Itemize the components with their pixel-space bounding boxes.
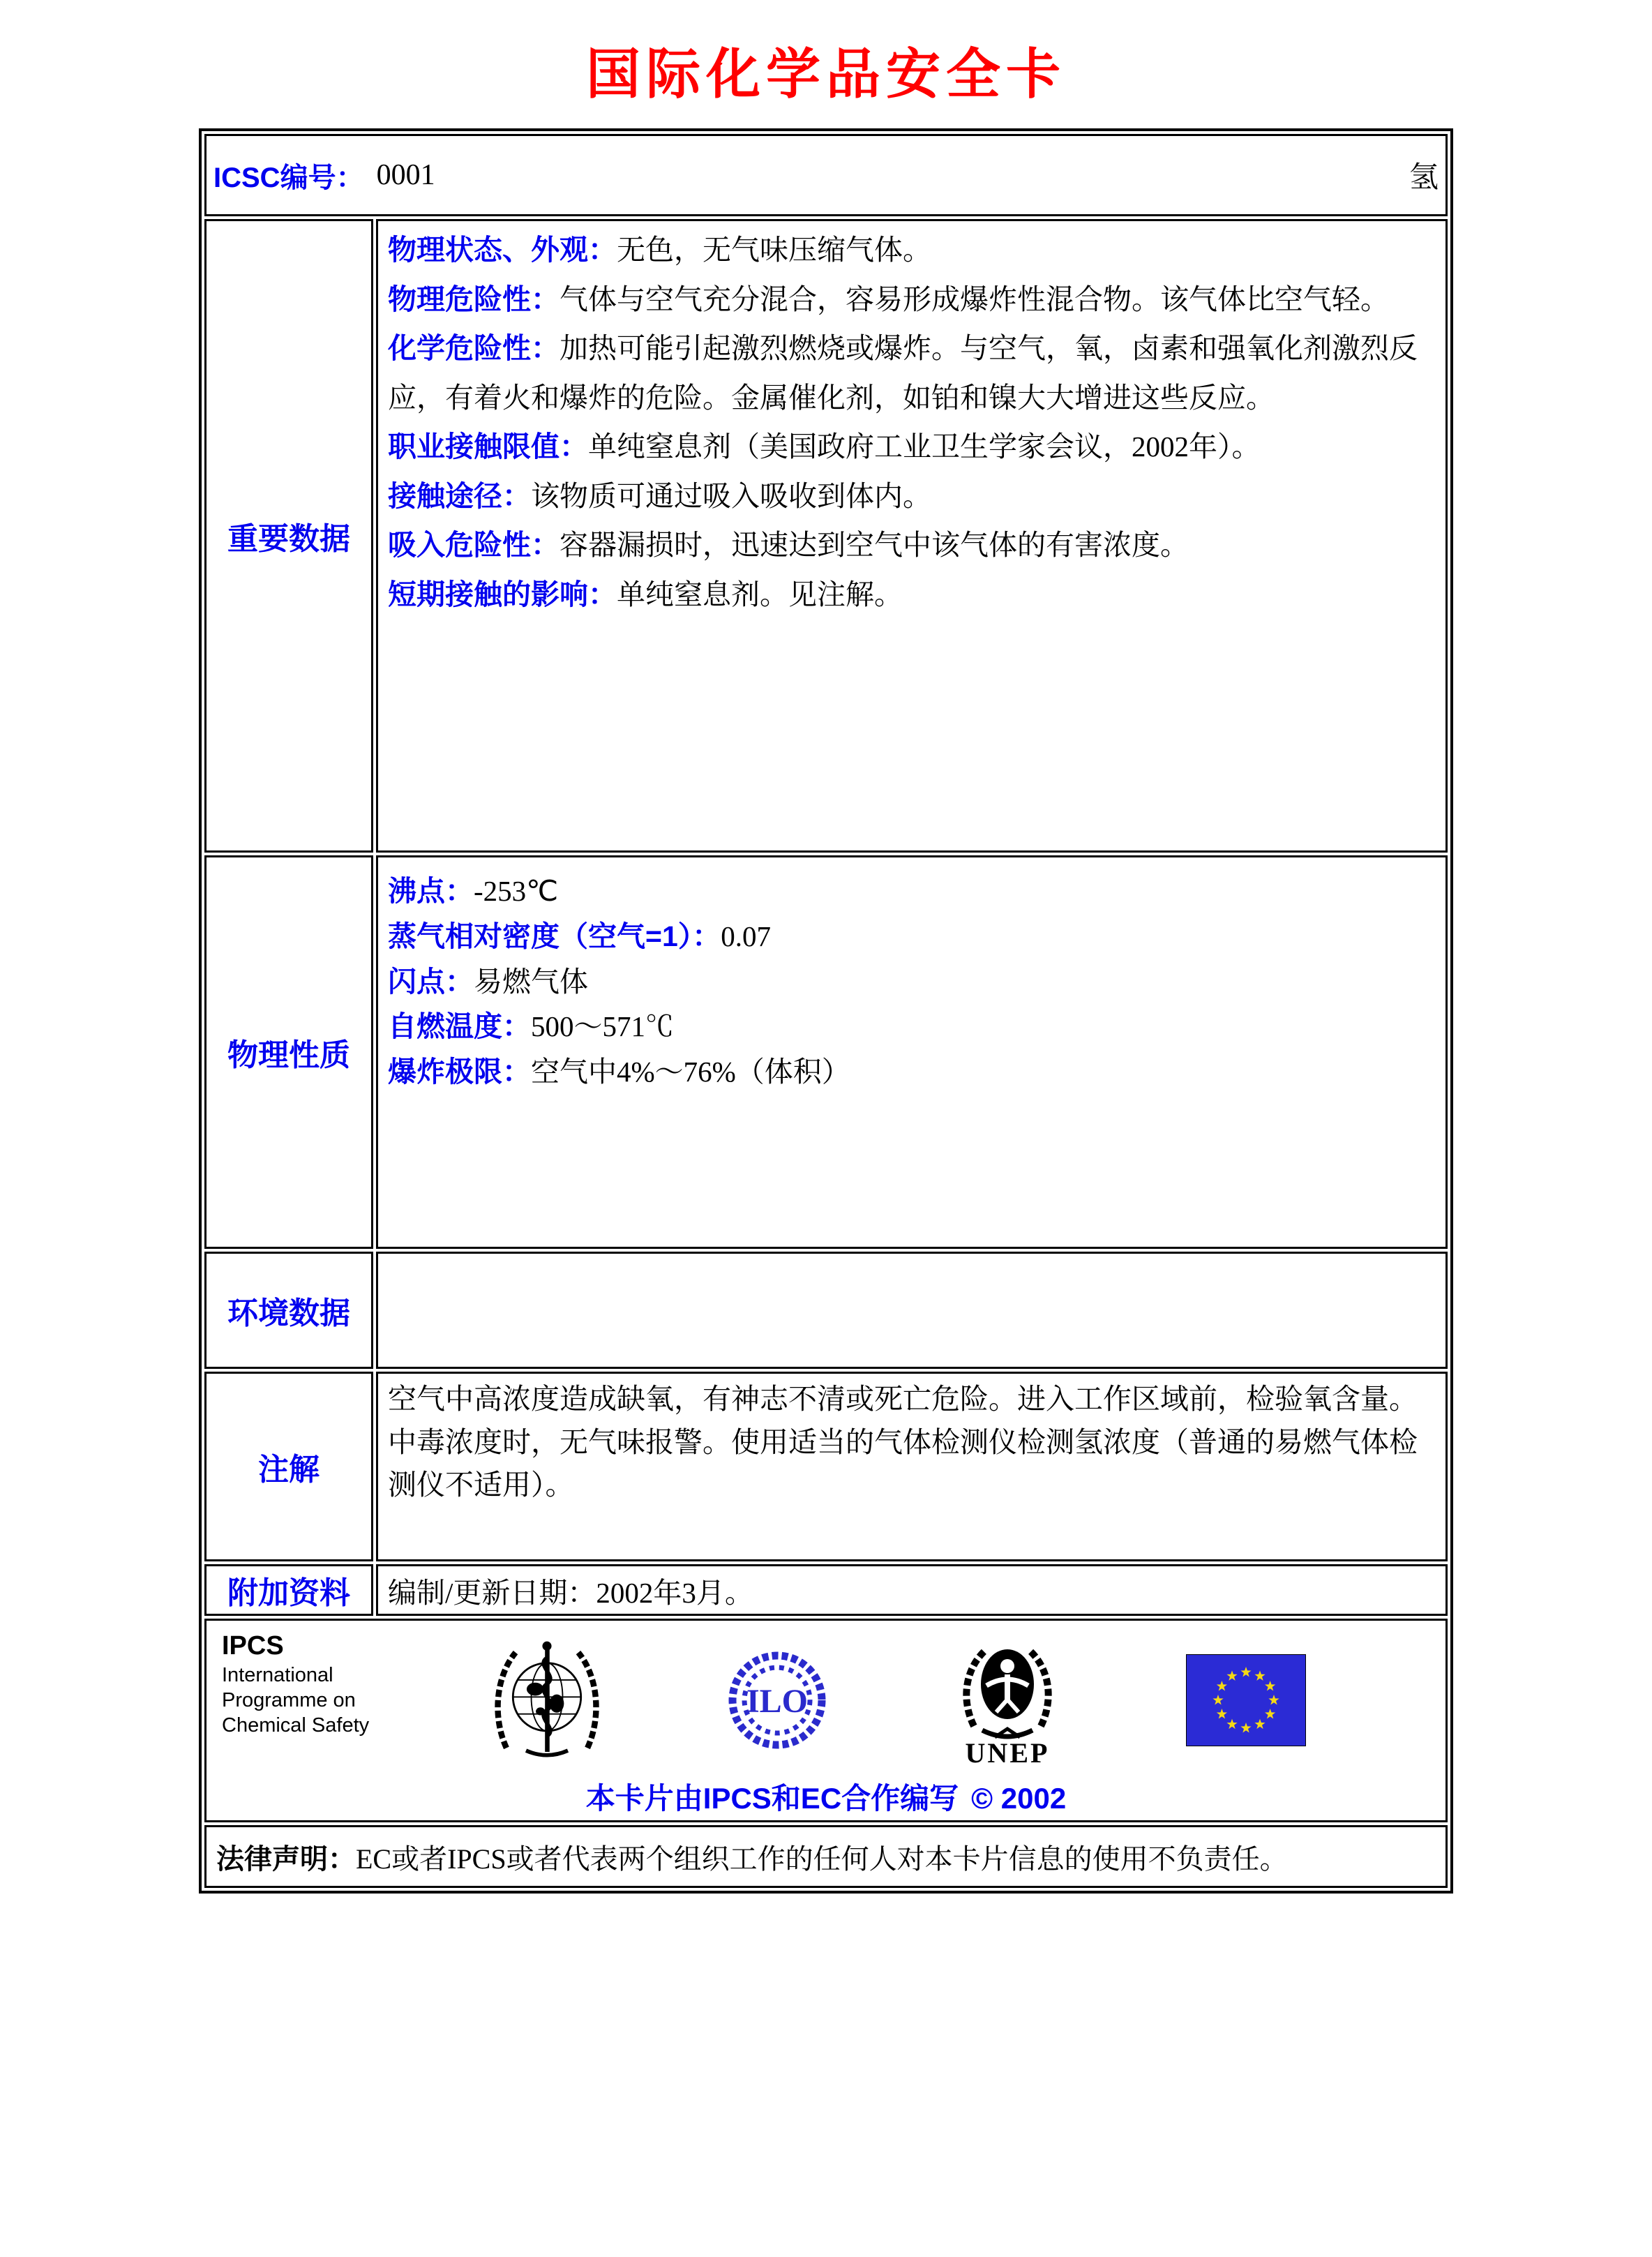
notes-text: 空气中高浓度造成缺氧，有神志不清或死亡危险。进入工作区域前，检验氧含量。中毒浓度时，无气味报警。使用适当的气体检测仪检测氢浓度（普通的易燃气体检测仪不适用）。 xyxy=(388,1383,1418,1501)
logo-band xyxy=(206,1626,1446,1774)
important-data-section-label: 重要数据 xyxy=(227,522,350,556)
inhalation-risk-label: 吸入危险性： xyxy=(388,529,560,562)
physical-properties-section xyxy=(204,855,1448,1249)
flash-point-label: 闪点： xyxy=(388,965,474,998)
chemical-hazards-text: 加热可能引起激烈燃烧或爆炸。与空气，氧，卤素和强氧化剂激烈反应，有着火和爆炸的危险。金属催化剂，如铂和镍大大增进这些反应。 xyxy=(388,332,1418,414)
row-vapor-density xyxy=(388,914,1436,959)
physical-hazards-label: 物理危险性： xyxy=(388,283,560,315)
row-autoignition-temperature xyxy=(388,1004,1436,1049)
legal-cell xyxy=(204,1825,1448,1888)
chemical-name: 氢 xyxy=(1409,162,1439,194)
physical-hazards-text: 气体与空气充分混合，容易形成爆炸性混合物。该气体比空气轻。 xyxy=(560,283,1389,315)
row-exposure-routes xyxy=(388,472,1436,521)
header-cell xyxy=(204,134,1448,216)
legal-text: EC或者IPCS或者代表两个组织工作的任何人对本卡片信息的使用不负责任。 xyxy=(356,1843,1288,1875)
ilo-logo-text: ILO xyxy=(746,1683,808,1720)
exposure-limits-text: 单纯窒息剂（美国政府工业卫生学家会议，2002年）。 xyxy=(588,430,1261,463)
ipcs-text-block xyxy=(222,1626,369,1738)
autoignition-text: 500～571℃ xyxy=(531,1010,674,1043)
credit-text: 本卡片由IPCS和EC合作编写 xyxy=(585,1782,959,1815)
physical-properties-content xyxy=(376,855,1448,1249)
who-logo-icon xyxy=(495,1638,599,1762)
inhalation-risk-text: 容器漏损时，迅速达到空气中该气体的有害浓度。 xyxy=(560,529,1189,562)
explosive-limits-text: 空气中4%～76%（体积） xyxy=(531,1056,850,1088)
additional-info-section xyxy=(204,1564,1448,1616)
physical-properties-label-cell xyxy=(204,855,373,1249)
exposure-limits-label: 职业接触限值： xyxy=(388,430,588,463)
autoignition-label: 自燃温度： xyxy=(388,1010,531,1043)
header-row xyxy=(204,134,1448,216)
update-date-label: 编制/更新日期： xyxy=(388,1576,596,1609)
update-date-text: 2002年3月。 xyxy=(596,1576,753,1609)
flash-point-text: 易燃气体 xyxy=(474,965,588,998)
physical-properties-section-label: 物理性质 xyxy=(227,1038,350,1072)
row-short-term-effects xyxy=(388,570,1436,620)
chemical-hazards-label: 化学危险性： xyxy=(388,332,560,365)
explosive-limits-label: 爆炸极限： xyxy=(388,1056,531,1088)
eu-flag-icon xyxy=(1186,1654,1306,1746)
ipcs-line-1: International xyxy=(222,1663,333,1686)
vapor-density-text: 0.07 xyxy=(721,920,771,952)
additional-info-section-label: 附加资料 xyxy=(227,1576,350,1610)
logos-row xyxy=(204,1619,1448,1822)
additional-info-label-cell xyxy=(204,1564,373,1616)
ipcs-line-2: Programme on xyxy=(222,1688,356,1711)
physical-state-label: 物理状态、外观： xyxy=(388,234,617,266)
environmental-data-section xyxy=(204,1252,1448,1369)
logos-cell xyxy=(204,1619,1448,1822)
short-term-effects-text: 单纯窒息剂。见注解。 xyxy=(617,578,903,610)
icsc-number-value: 0001 xyxy=(376,159,435,191)
icsc-number-label: ICSC编号： xyxy=(213,162,364,193)
ilo-logo-icon xyxy=(725,1648,829,1753)
legal-row xyxy=(204,1825,1448,1888)
additional-info-content xyxy=(376,1564,1448,1616)
row-exposure-limits xyxy=(388,422,1436,472)
icsc-page xyxy=(0,31,1652,1894)
row-physical-state xyxy=(388,225,1436,275)
exposure-routes-text: 该物质可通过吸入吸收到体内。 xyxy=(531,479,931,512)
row-physical-hazards xyxy=(388,275,1436,324)
legal-label: 法律声明： xyxy=(216,1843,356,1875)
environmental-data-content xyxy=(376,1252,1448,1369)
icsc-card xyxy=(199,128,1453,1894)
unep-logo-icon xyxy=(954,1634,1060,1767)
environmental-data-section-label: 环境数据 xyxy=(227,1296,350,1330)
boiling-point-text: -253℃ xyxy=(474,875,559,907)
exposure-routes-label: 接触途径： xyxy=(388,479,531,512)
important-data-content xyxy=(376,219,1448,853)
short-term-effects-label: 短期接触的影响： xyxy=(388,578,617,610)
notes-label-cell xyxy=(204,1372,373,1561)
page-title: 国际化学品安全卡 xyxy=(585,44,1066,105)
ipcs-line-3: Chemical Safety xyxy=(222,1714,370,1737)
row-inhalation-risk xyxy=(388,520,1436,570)
row-boiling-point xyxy=(388,869,1436,914)
credit-line xyxy=(206,1776,1446,1817)
ipcs-abbr: IPCS xyxy=(222,1631,284,1660)
environmental-data-label-cell xyxy=(204,1252,373,1369)
notes-content xyxy=(376,1372,1448,1561)
copyright-text: © 2002 xyxy=(971,1782,1067,1815)
row-chemical-hazards xyxy=(388,324,1436,422)
unep-logo-text: UNEP xyxy=(965,1737,1050,1767)
boiling-point-label: 沸点： xyxy=(388,875,474,907)
physical-state-text: 无色，无气味压缩气体。 xyxy=(617,234,931,266)
row-flash-point xyxy=(388,959,1436,1005)
important-data-label-cell xyxy=(204,219,373,853)
important-data-section xyxy=(204,219,1448,853)
vapor-density-label: 蒸气相对密度（空气=1）： xyxy=(388,920,721,952)
row-explosive-limits xyxy=(388,1049,1436,1095)
notes-section xyxy=(204,1372,1448,1561)
notes-section-label: 注解 xyxy=(258,1453,320,1487)
